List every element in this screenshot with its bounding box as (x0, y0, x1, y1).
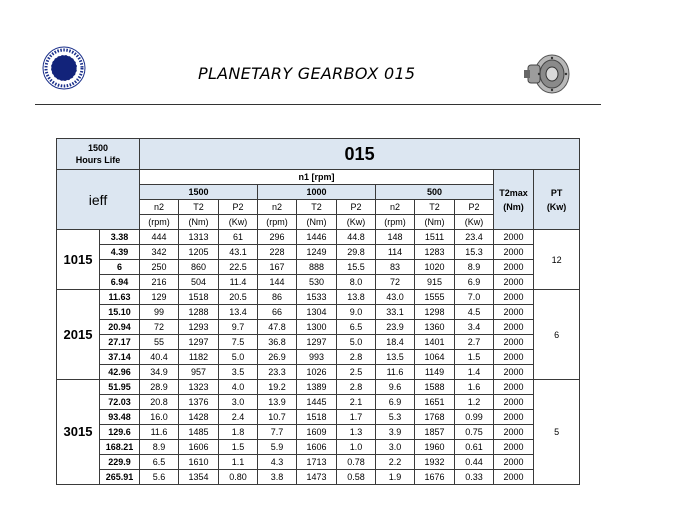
ratio-cell: 6 (100, 260, 140, 275)
table-row (57, 380, 580, 395)
value-cell: 2000 (494, 230, 534, 245)
value-cell: 7.7 (258, 425, 297, 440)
value-cell: 1.9 (376, 470, 415, 485)
value-cell: 1518 (297, 410, 337, 425)
value-cell: 83 (376, 260, 415, 275)
company-seal-logo (42, 46, 86, 90)
value-cell: 1354 (179, 470, 219, 485)
value-cell: 18.4 (376, 335, 415, 350)
speed-header-1500: 1500 (140, 185, 258, 200)
value-cell: 9.6 (376, 380, 415, 395)
column-header: n2 (140, 200, 179, 215)
value-cell: 167 (258, 260, 297, 275)
value-cell: 1555 (415, 290, 455, 305)
hours-label: Hours Life (75, 155, 121, 165)
value-cell: 5.0 (337, 335, 376, 350)
value-cell: 1.3 (337, 425, 376, 440)
value-cell: 2.7 (455, 335, 494, 350)
value-cell: 504 (179, 275, 219, 290)
value-cell: 1473 (297, 470, 337, 485)
value-cell: 1288 (179, 305, 219, 320)
value-cell: 61 (219, 230, 258, 245)
value-cell: 1932 (415, 455, 455, 470)
value-cell: 1533 (297, 290, 337, 305)
value-cell: 3.5 (219, 365, 258, 380)
value-cell: 148 (376, 230, 415, 245)
table-row (57, 335, 580, 350)
value-cell: 1857 (415, 425, 455, 440)
value-cell: 888 (297, 260, 337, 275)
value-cell: 1283 (415, 245, 455, 260)
value-cell: 86 (258, 290, 297, 305)
pt-unit: (Kw) (546, 201, 567, 212)
value-cell: 1606 (297, 440, 337, 455)
ratio-cell: 20.94 (100, 320, 140, 335)
column-unit: (Nm) (179, 215, 219, 230)
value-cell: 2.2 (376, 455, 415, 470)
value-cell: 1518 (179, 290, 219, 305)
value-cell: 9.0 (337, 305, 376, 320)
value-cell: 915 (415, 275, 455, 290)
value-cell: 3.0 (219, 395, 258, 410)
value-cell: 530 (297, 275, 337, 290)
value-cell: 2000 (494, 455, 534, 470)
value-cell: 34.9 (140, 365, 179, 380)
column-header: T2 (415, 200, 455, 215)
ratio-cell: 93.48 (100, 410, 140, 425)
value-cell: 342 (140, 245, 179, 260)
value-cell: 1610 (179, 455, 219, 470)
value-cell: 6.9 (455, 275, 494, 290)
value-cell: 1485 (179, 425, 219, 440)
value-cell: 1606 (179, 440, 219, 455)
table-row (57, 440, 580, 455)
column-unit: (Nm) (415, 215, 455, 230)
speed-header-500: 500 (376, 185, 494, 200)
value-cell: 1.4 (455, 365, 494, 380)
value-cell: 4.5 (455, 305, 494, 320)
value-cell: 72 (376, 275, 415, 290)
value-cell: 1.7 (337, 410, 376, 425)
value-cell: 2000 (494, 350, 534, 365)
ratio-cell: 15.10 (100, 305, 140, 320)
value-cell: 13.9 (258, 395, 297, 410)
table-row (57, 455, 580, 470)
ratio-cell: 229.9 (100, 455, 140, 470)
value-cell: 860 (179, 260, 219, 275)
table-row (57, 260, 580, 275)
value-cell: 1588 (415, 380, 455, 395)
value-cell: 250 (140, 260, 179, 275)
value-cell: 0.61 (455, 440, 494, 455)
value-cell: 1.6 (455, 380, 494, 395)
value-cell: 1064 (415, 350, 455, 365)
value-cell: 23.9 (376, 320, 415, 335)
value-cell: 144 (258, 275, 297, 290)
value-cell: 2.1 (337, 395, 376, 410)
table-row (57, 365, 580, 380)
column-header: T2 (297, 200, 337, 215)
column-unit: (Kw) (219, 215, 258, 230)
value-cell: 43.0 (376, 290, 415, 305)
value-cell: 1205 (179, 245, 219, 260)
value-cell: 1026 (297, 365, 337, 380)
hours-value: 1500 (87, 143, 109, 153)
column-unit: (Kw) (337, 215, 376, 230)
value-cell: 19.2 (258, 380, 297, 395)
column-header: P2 (219, 200, 258, 215)
ratio-cell: 72.03 (100, 395, 140, 410)
column-header: n2 (376, 200, 415, 215)
planetary-gearbox-image (522, 50, 574, 96)
value-cell: 7.5 (219, 335, 258, 350)
value-cell: 2000 (494, 365, 534, 380)
ratio-cell: 129.6 (100, 425, 140, 440)
value-cell: 216 (140, 275, 179, 290)
value-cell: 1360 (415, 320, 455, 335)
ratio-cell: 42.96 (100, 365, 140, 380)
pt-header (534, 170, 580, 230)
value-cell: 23.3 (258, 365, 297, 380)
value-cell: 1.5 (455, 350, 494, 365)
column-unit: (rpm) (258, 215, 297, 230)
value-cell: 1304 (297, 305, 337, 320)
value-cell: 23.4 (455, 230, 494, 245)
value-cell: 1297 (297, 335, 337, 350)
value-cell: 1428 (179, 410, 219, 425)
value-cell: 1323 (179, 380, 219, 395)
value-cell: 1.8 (219, 425, 258, 440)
value-cell: 1960 (415, 440, 455, 455)
value-cell: 2000 (494, 290, 534, 305)
column-header: P2 (455, 200, 494, 215)
value-cell: 1389 (297, 380, 337, 395)
ratio-cell: 265.91 (100, 470, 140, 485)
value-cell: 2000 (494, 320, 534, 335)
value-cell: 0.58 (337, 470, 376, 485)
model-group-label: 2015 (57, 290, 100, 380)
value-cell: 11.4 (219, 275, 258, 290)
value-cell: 1511 (415, 230, 455, 245)
value-cell: 2000 (494, 245, 534, 260)
table-row (57, 395, 580, 410)
value-cell: 11.6 (376, 365, 415, 380)
model-group-label: 3015 (57, 380, 100, 485)
model-group-label: 1015 (57, 230, 100, 290)
table-row (57, 470, 580, 485)
value-cell: 1609 (297, 425, 337, 440)
header-divider (35, 104, 601, 105)
value-cell: 22.5 (219, 260, 258, 275)
value-cell: 2000 (494, 395, 534, 410)
pt-value: 5 (534, 380, 580, 485)
value-cell: 99 (140, 305, 179, 320)
value-cell: 993 (297, 350, 337, 365)
gearbox-spec-table (56, 138, 579, 485)
value-cell: 4.0 (219, 380, 258, 395)
value-cell: 1.0 (337, 440, 376, 455)
value-cell: 2.4 (219, 410, 258, 425)
value-cell: 20.8 (140, 395, 179, 410)
ratio-cell: 27.17 (100, 335, 140, 350)
value-cell: 1293 (179, 320, 219, 335)
table-row (57, 350, 580, 365)
value-cell: 2000 (494, 260, 534, 275)
value-cell: 66 (258, 305, 297, 320)
value-cell: 1445 (297, 395, 337, 410)
ratio-cell: 11.63 (100, 290, 140, 305)
ieff-header: ieff (57, 170, 140, 230)
value-cell: 1297 (179, 335, 219, 350)
column-unit: (rpm) (140, 215, 179, 230)
value-cell: 6.9 (376, 395, 415, 410)
value-cell: 2000 (494, 380, 534, 395)
value-cell: 8.0 (337, 275, 376, 290)
value-cell: 6.5 (337, 320, 376, 335)
value-cell: 28.9 (140, 380, 179, 395)
table-row (57, 230, 580, 245)
pt-label: PT (550, 187, 563, 198)
ratio-cell: 51.95 (100, 380, 140, 395)
value-cell: 7.0 (455, 290, 494, 305)
value-cell: 2000 (494, 335, 534, 350)
table-row (57, 425, 580, 440)
value-cell: 1182 (179, 350, 219, 365)
table-row (57, 275, 580, 290)
value-cell: 1149 (415, 365, 455, 380)
value-cell: 1313 (179, 230, 219, 245)
value-cell: 5.6 (140, 470, 179, 485)
value-cell: 1376 (179, 395, 219, 410)
value-cell: 3.0 (376, 440, 415, 455)
value-cell: 0.80 (219, 470, 258, 485)
value-cell: 8.9 (455, 260, 494, 275)
value-cell: 3.8 (258, 470, 297, 485)
value-cell: 13.4 (219, 305, 258, 320)
value-cell: 0.33 (455, 470, 494, 485)
column-header: P2 (337, 200, 376, 215)
value-cell: 0.75 (455, 425, 494, 440)
ratio-cell: 6.94 (100, 275, 140, 290)
value-cell: 4.3 (258, 455, 297, 470)
column-header: T2 (179, 200, 219, 215)
value-cell: 129 (140, 290, 179, 305)
value-cell: 16.0 (140, 410, 179, 425)
ratio-cell: 3.38 (100, 230, 140, 245)
value-cell: 9.7 (219, 320, 258, 335)
value-cell: 0.78 (337, 455, 376, 470)
table-row (57, 290, 580, 305)
value-cell: 5.0 (219, 350, 258, 365)
t2max-header (494, 170, 534, 230)
value-cell: 5.3 (376, 410, 415, 425)
value-cell: 1676 (415, 470, 455, 485)
column-unit: (rpm) (376, 215, 415, 230)
value-cell: 43.1 (219, 245, 258, 260)
value-cell: 2000 (494, 410, 534, 425)
value-cell: 15.3 (455, 245, 494, 260)
column-unit: (Nm) (297, 215, 337, 230)
value-cell: 40.4 (140, 350, 179, 365)
value-cell: 1.2 (455, 395, 494, 410)
value-cell: 6.5 (140, 455, 179, 470)
value-cell: 2.8 (337, 350, 376, 365)
value-cell: 36.8 (258, 335, 297, 350)
table-row (57, 245, 580, 260)
value-cell: 2000 (494, 425, 534, 440)
speed-header-1000: 1000 (258, 185, 376, 200)
value-cell: 444 (140, 230, 179, 245)
value-cell: 33.1 (376, 305, 415, 320)
value-cell: 2000 (494, 305, 534, 320)
t2max-unit: (Nm) (503, 201, 524, 212)
value-cell: 228 (258, 245, 297, 260)
t2max-label: T2max (499, 187, 528, 198)
value-cell: 1651 (415, 395, 455, 410)
column-unit: (Kw) (455, 215, 494, 230)
value-cell: 29.8 (337, 245, 376, 260)
pt-value: 12 (534, 230, 580, 290)
value-cell: 13.5 (376, 350, 415, 365)
value-cell: 10.7 (258, 410, 297, 425)
value-cell: 2.8 (337, 380, 376, 395)
value-cell: 5.9 (258, 440, 297, 455)
value-cell: 1.5 (219, 440, 258, 455)
value-cell: 1768 (415, 410, 455, 425)
value-cell: 26.9 (258, 350, 297, 365)
value-cell: 2000 (494, 470, 534, 485)
value-cell: 1249 (297, 245, 337, 260)
model-header: 015 (140, 139, 580, 170)
value-cell: 1298 (415, 305, 455, 320)
table-row (57, 410, 580, 425)
ratio-cell: 4.39 (100, 245, 140, 260)
value-cell: 72 (140, 320, 179, 335)
value-cell: 1020 (415, 260, 455, 275)
value-cell: 3.4 (455, 320, 494, 335)
value-cell: 2000 (494, 440, 534, 455)
value-cell: 1.1 (219, 455, 258, 470)
value-cell: 2000 (494, 275, 534, 290)
table-row (57, 320, 580, 335)
value-cell: 0.99 (455, 410, 494, 425)
value-cell: 114 (376, 245, 415, 260)
value-cell: 1713 (297, 455, 337, 470)
value-cell: 47.8 (258, 320, 297, 335)
value-cell: 44.8 (337, 230, 376, 245)
page-title: PLANETARY GEARBOX 015 (198, 64, 416, 83)
value-cell: 8.9 (140, 440, 179, 455)
value-cell: 20.5 (219, 290, 258, 305)
hours-life-header (57, 139, 140, 170)
value-cell: 11.6 (140, 425, 179, 440)
ratio-cell: 168.21 (100, 440, 140, 455)
value-cell: 1300 (297, 320, 337, 335)
n1-header: n1 [rpm] (140, 170, 494, 185)
value-cell: 55 (140, 335, 179, 350)
column-header: n2 (258, 200, 297, 215)
pt-value: 6 (534, 290, 580, 380)
value-cell: 2.5 (337, 365, 376, 380)
value-cell: 15.5 (337, 260, 376, 275)
ratio-cell: 37.14 (100, 350, 140, 365)
value-cell: 13.8 (337, 290, 376, 305)
value-cell: 0.44 (455, 455, 494, 470)
value-cell: 957 (179, 365, 219, 380)
value-cell: 296 (258, 230, 297, 245)
value-cell: 1446 (297, 230, 337, 245)
value-cell: 3.9 (376, 425, 415, 440)
table-row (57, 305, 580, 320)
value-cell: 1401 (415, 335, 455, 350)
